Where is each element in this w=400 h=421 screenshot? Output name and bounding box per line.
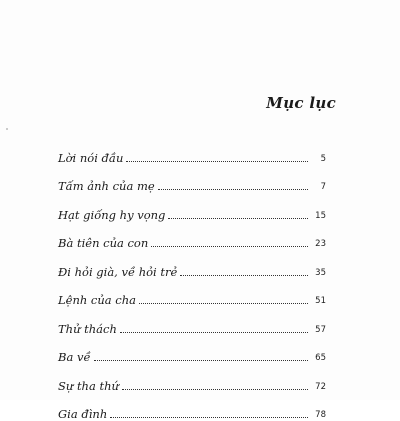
toc-entry-title: Gia đình xyxy=(58,407,110,421)
dot-leader xyxy=(120,332,308,333)
toc-list xyxy=(58,136,326,421)
toc-entry-page: 23 xyxy=(308,238,326,250)
toc-entry[interactable] xyxy=(58,336,326,365)
toc-entry-page: 35 xyxy=(308,267,326,279)
toc-entry-page: 7 xyxy=(308,181,326,193)
paper-speck xyxy=(6,128,8,130)
dot-leader xyxy=(122,389,308,390)
toc-entry[interactable] xyxy=(58,136,326,165)
dot-leader xyxy=(168,218,308,219)
dot-leader xyxy=(110,417,308,418)
toc-entry-page: 51 xyxy=(308,295,326,307)
dot-leader xyxy=(151,246,308,247)
toc-entry-page: 5 xyxy=(308,153,326,165)
dot-leader xyxy=(158,189,308,190)
toc-entry-page: 57 xyxy=(308,324,326,336)
toc-entry[interactable] xyxy=(58,279,326,308)
toc-entry[interactable] xyxy=(58,364,326,393)
toc-entry-page: 78 xyxy=(308,409,326,421)
toc-entry[interactable] xyxy=(58,393,326,421)
toc-entry[interactable] xyxy=(58,165,326,194)
toc-entry-page: 15 xyxy=(308,210,326,222)
toc-entry-title: Hạt giống hy vọng xyxy=(58,208,168,222)
dot-leader xyxy=(180,275,308,276)
toc-entry-title: Thử thách xyxy=(58,322,120,336)
toc-entry-title: Đi hỏi già, về hỏi trẻ xyxy=(58,265,180,279)
toc-title: Mục lục xyxy=(266,94,336,112)
dot-leader xyxy=(126,161,308,162)
toc-entry[interactable] xyxy=(58,193,326,222)
dot-leader xyxy=(139,303,308,304)
toc-entry-title: Lệnh của cha xyxy=(58,293,139,307)
toc-entry[interactable] xyxy=(58,250,326,279)
toc-entry-title: Ba về xyxy=(58,350,94,364)
toc-entry-title: Tấm ảnh của mẹ xyxy=(58,179,158,193)
toc-entry-page: 65 xyxy=(308,352,326,364)
toc-entry[interactable] xyxy=(58,222,326,251)
dot-leader xyxy=(94,360,308,361)
toc-entry-title: Lời nói đầu xyxy=(58,151,126,165)
toc-entry[interactable] xyxy=(58,307,326,336)
toc-entry-page: 72 xyxy=(308,381,326,393)
toc-entry-title: Bà tiên của con xyxy=(58,236,151,250)
toc-entry-title: Sự tha thứ xyxy=(58,379,122,393)
